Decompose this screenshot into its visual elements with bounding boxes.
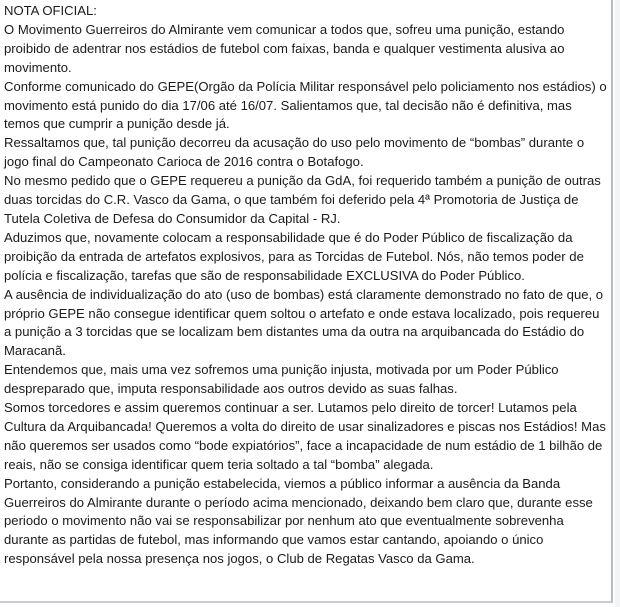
note-text [4,2,610,569]
note-paragraph: Portanto, considerando a punição estabelecida, viemos a público informar a ausência da Banda Guerreiros do Almirante durante o período acima mencionado, deixando bem claro que, durante esse periodo o movimento não vai se responsabilizar por nenhum ato que eventualmente sobrevenha durante as partidas de futebol, mas informando que vamos estar cantando, apoiando o único responsável pela nossa presença nos jogos, o Club de Regatas Vasco da Gama. [4,475,593,567]
note-paragraph: Aduzimos que, novamente colocam a responsabilidade que é do Poder Público de fiscalização da proibição da entrada de artefatos explosivos, para as Torcidas de Futebol. Nós, não temos poder de polícia e fiscalização, tarefas que são de responsabilidade EXCLUSIVA do Poder Público. [4,229,584,283]
right-edge-strip [615,0,620,607]
note-paragraph: Somos torcedores e assim queremos continuar a ser. Lutamos pelo direito de torcer! Lutamos pela Cultura da Arquibancada! Queremos a volta do direito de usar sinalizadores e piscas nos Estádios! Mas não queremos ser usados como “bode expiatórios”, face a incapacidade de num estádio de 1 bilhão de reais, não se consiga identificar quem teria soltado a tal “bomba” alegada. [4,400,606,472]
note-paragraph: O Movimento Guerreiros do Almirante vem comunicar a todos que, sofreu uma punição, estando proibido de adentrar nos estádios de futebol com faixas, banda e qualquer vestimenta alusiva ao movimento. [4,21,565,75]
note-paragraph: Ressaltamos que, tal punição decorreu da acusação do uso pelo movimento de “bombas” durante o jogo final do Campeonato Carioca de 2016 contra o Botafogo. [4,135,585,170]
note-paragraph: Entendemos que, mais uma vez sofremos uma punição injusta, motivada por um Poder Público despreparado que, imputa responsabilidade aos outros devido as suas falhas. [4,362,559,397]
note-paragraph: A ausência de individualização do ato (uso de bombas) está claramente demonstrado no fato de que, o próprio GEPE não consegue identificar quem soltou o artefato e onde estava localizado, pois requereu a punição a 3 torcidas que se localizam bem distantes uma da outra na arquibancada do Estádio do Maracanã. [4,286,604,359]
note-paragraph: Conforme comunicado do GEPE(Orgão da Polícia Militar responsável pelo policiamento nos estádios) o movimento está punido do dia 17/06 até 16/07. Salientamos que, tal decisão não é definitiva, mas temos que cumprir a punição desde já. [4,78,607,132]
note-heading: NOTA OFICIAL: [4,3,97,18]
note-paragraph: No mesmo pedido que o GEPE requereu a punição da GdA, foi requerido também a punição de outras duas torcidas do C.R. Vasco da Gama, o que também foi deferido pela 4ª Promotoria de Justiça de Tutela Coletiva de Defesa do Consumidor da Capital - RJ. [4,173,601,226]
